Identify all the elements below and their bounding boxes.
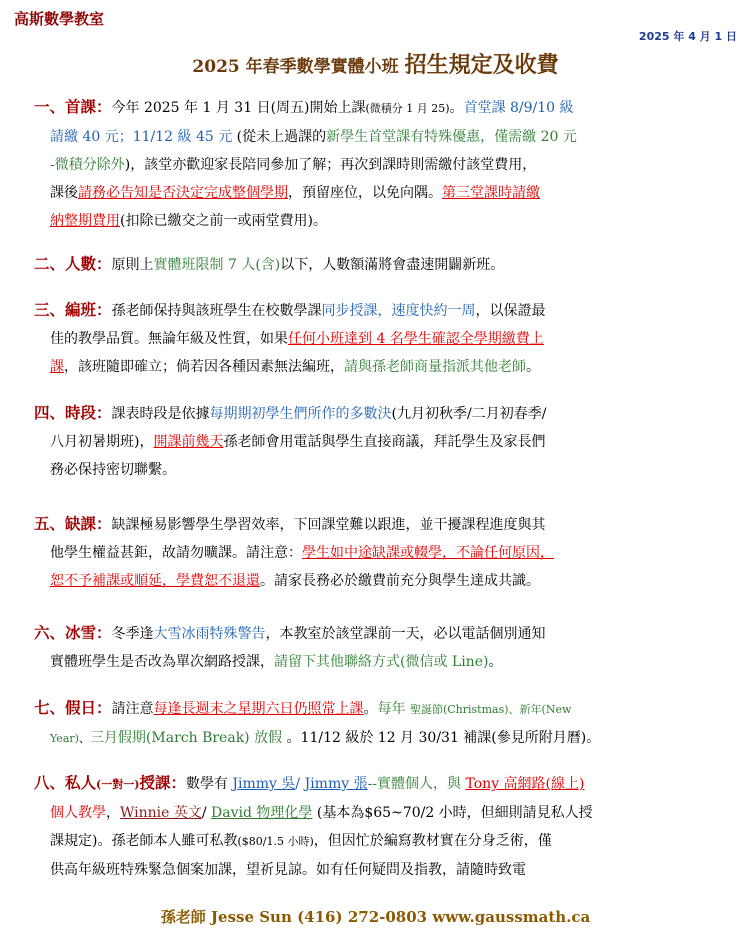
section-text: 原則上 <box>111 257 154 273</box>
tutor-tony-gao: Tony 高網路(線上) <box>465 776 585 792</box>
section-text: ，本教室於該堂課前一天，必以電話個別通知 <box>265 626 546 642</box>
section-text: 開課前幾天 <box>153 434 224 450</box>
section-text: 、 <box>78 732 90 745</box>
section-text: 數學有 <box>185 776 233 792</box>
section-text: 務必保持密切聯繫。 <box>50 462 176 478</box>
label-part: 八、私人 <box>34 773 97 792</box>
section-text: 每期期初學生們所作的多數決 <box>209 406 392 422</box>
section-grouping <box>34 296 724 381</box>
section-text: 個人教學 <box>50 805 106 821</box>
section-label: 五、缺課： <box>34 514 112 533</box>
section-schedule <box>34 399 724 484</box>
section-text: -微積分除外 <box>50 157 125 173</box>
section-text: 缺課極易影響學生學習效率，下回課堂難以跟進，並干擾課程進度與其 <box>111 517 546 533</box>
section-text: 三月假期(March Break) 放假 <box>89 730 283 746</box>
tutor-jimmy-wu: Jimmy 吳 <box>232 776 296 792</box>
section-text: 請繳 40 元；11/12 級 45 元 <box>50 129 233 145</box>
title-main: 招生規定及收費 <box>404 52 559 78</box>
section-label: 七、假日： <box>34 698 112 717</box>
section-text: ，以保證最 <box>475 303 546 319</box>
section-text: / <box>201 805 212 821</box>
section-text: 請留下其他聯絡方式(微信或 Line) <box>274 654 489 670</box>
section-text: 任何小班達到 4 名學生確認全學期繳費上 <box>288 331 544 347</box>
section-text: 。 <box>488 654 503 670</box>
section-text: ($80/1.5 小時) <box>237 835 314 848</box>
section-text: 。 <box>449 100 464 116</box>
section-text: Year) <box>50 732 79 745</box>
section-text: 每逢長週末之星期六日仍照常上課 <box>153 701 364 717</box>
section-text: 第三堂課時請繳 <box>442 185 540 201</box>
section-text: (扣除已繳交之前一或兩堂費用)。 <box>120 213 327 229</box>
tutor-winnie: Winnie 英文 <box>120 805 202 821</box>
section-label: 四、時段： <box>34 403 112 422</box>
label-part: 授課： <box>139 773 186 792</box>
section-label: 三、編班： <box>34 300 112 319</box>
section-label: 二、人數： <box>34 254 112 273</box>
tutor-david: David 物理化學 <box>211 805 313 821</box>
section-text: ，但因忙於編寫教材實在分身乏術，僅 <box>313 833 552 849</box>
section-text: 大雪冰雨特殊警告 <box>153 626 266 642</box>
label-part: (一對一) <box>96 778 140 791</box>
section-snow <box>34 619 724 676</box>
section-text: ， <box>106 805 120 821</box>
section-text: 課規定)。孫老師本人雖可私教 <box>50 833 238 849</box>
section-text: 學生如中途缺課或輟學，不論任何原因， <box>302 545 554 561</box>
section-label: 一、首課： <box>34 97 112 116</box>
footer-contact: 孫老師 Jesse Sun (416) 272-0803 www.gaussmath.ca <box>160 908 591 926</box>
school-name: 高斯數學教室 <box>14 10 105 28</box>
section-text: 八月初暑期班)， <box>50 434 154 450</box>
section-text: 恕不予補課或順延，學費恕不退還 <box>50 573 260 589</box>
section-text: 以下，人數額滿將會盡速開闢新班。 <box>280 257 505 273</box>
section-text: ，該班隨即確立；倘若因各種因素無法編班， <box>64 359 344 375</box>
section-text: 新學生首堂課有特殊優惠，僅需繳 20 元 <box>326 129 577 145</box>
section-holidays <box>34 694 724 753</box>
tutor-jimmy-zhang: Jimmy 張 <box>304 776 368 792</box>
section-text: 孫老師會用電話與學生直接商議，拜託學生及家長們 <box>223 434 546 450</box>
section-text: (微積分 1 月 25) <box>365 102 450 115</box>
section-text: )，該堂亦歡迎家長陪同參加了解；再次到課時則需繳付該堂費用， <box>124 157 537 173</box>
section-text: / <box>295 776 305 792</box>
section-text: --實體個人，與 <box>367 776 466 792</box>
section-first-class <box>34 93 724 235</box>
title-prefix: 2025 年春季數學實體小班 <box>192 57 399 77</box>
section-text: 每年 <box>377 701 406 717</box>
section-text: 首堂課 8/9/10 級 <box>463 100 574 116</box>
section-text: (從未上過課的 <box>232 129 327 145</box>
section-text: 同步授課，速度快約一周 <box>321 303 476 319</box>
section-text: (基本為$65~70/2 小時，但細則請見私人授 <box>312 805 593 821</box>
section-text: 。 <box>526 359 540 375</box>
section-absence <box>34 510 724 595</box>
section-text: 冬季逢 <box>111 626 154 642</box>
section-text: 實體班限制 7 人(含) <box>153 257 281 273</box>
section-text: 課 <box>50 359 64 375</box>
section-text: 課表時段是依據 <box>111 406 210 422</box>
section-text: 聖誕節(Christmas)、新年(New <box>409 703 572 716</box>
section-headcount <box>34 250 724 279</box>
section-text: 。請家長務必於繳費前充分與學生達成共識。 <box>260 573 540 589</box>
section-text: 納整期費用 <box>50 213 120 229</box>
section-text: 請與孫老師商量指派其他老師 <box>344 359 526 375</box>
section-text: 請務必告知是否決定完成整個學期 <box>78 185 288 201</box>
section-text: (九月初秋季/二月初春季/ <box>391 406 547 422</box>
section-text: 請注意 <box>111 701 154 717</box>
section-text: 。11/12 級於 12 月 30/31 補課(參見所附月曆)。 <box>282 730 601 746</box>
document-date: 2025 年 4 月 1 日 <box>638 30 737 43</box>
section-label <box>34 773 186 792</box>
section-text: 實體班學生是否改為單次網路授課， <box>50 654 274 670</box>
section-private-tutoring <box>34 769 724 884</box>
section-text: 他學生權益甚鉅，故請勿曠課。請注意： <box>50 545 302 561</box>
section-label: 六、冰雪： <box>34 623 112 642</box>
section-text: 今年 2025 年 1 月 31 日(周五)開始上課 <box>111 100 366 116</box>
page-title <box>0 48 751 79</box>
section-text: ，預留座位，以免向隅。 <box>288 185 442 201</box>
section-text: 佳的教學品質。無論年級及性質，如果 <box>50 331 288 347</box>
section-text: 課後 <box>50 185 78 201</box>
section-text: 孫老師保持與該班學生在校數學課 <box>111 303 322 319</box>
section-text: 供高年級班特殊緊急個案加課，望祈見諒。如有任何疑問及指教，請隨時致電 <box>50 862 526 878</box>
section-text: 。 <box>363 701 378 717</box>
